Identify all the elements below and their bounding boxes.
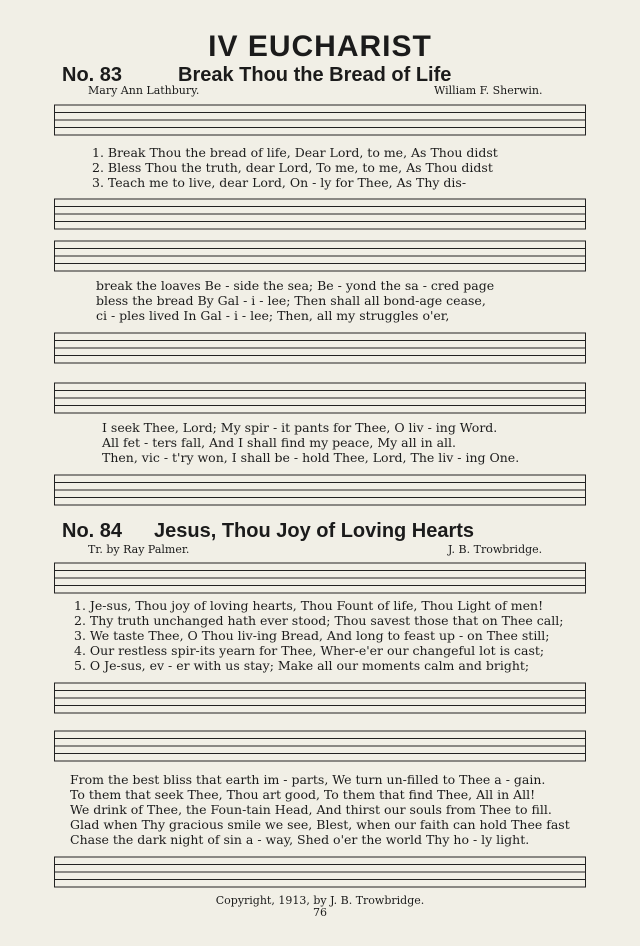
staff-bass-83-2 xyxy=(54,332,586,364)
bass-staff-icon xyxy=(54,682,586,714)
staff-bass-83-1 xyxy=(54,198,586,230)
staff-treble-84-1 xyxy=(54,562,586,594)
staff-bass-84-1 xyxy=(54,682,586,714)
lyric-83-3-v1: I seek Thee, Lord; My spir - it pants for Thee, O liv - ing Word. xyxy=(102,420,498,435)
hymn-84-music-credit: J. B. Trowbridge. xyxy=(448,543,543,556)
lyric-84-2-v2: To them that seek Thee, Thou art good, To them that find Thee, All in All! xyxy=(70,787,536,802)
lyric-83-2-v3: ci - ples lived In Gal - i - lee; Then, all my struggles o'er, xyxy=(96,308,450,323)
bass-staff-icon xyxy=(54,332,586,364)
lyric-84-1-v2: 2. Thy truth unchanged hath ever stood; Thou savest those that on Thee call; xyxy=(74,613,564,628)
lyric-84-2-v1: From the best bliss that earth im - parts, We turn un-filled to Thee a - gain. xyxy=(70,772,546,787)
hymn-84-number: No. 84 xyxy=(62,520,123,542)
staff-treble-83-2 xyxy=(54,240,586,272)
staff-treble-83-3 xyxy=(54,382,586,414)
hymn-83-music-credit: William F. Sherwin. xyxy=(434,84,543,97)
lyric-84-2-v3: We drink of Thee, the Foun-tain Head, And thirst our souls from Thee to fill. xyxy=(70,802,552,817)
treble-staff-icon xyxy=(54,240,586,272)
staff-bass-84-2 xyxy=(54,856,586,888)
lyric-84-2-v5: Chase the dark night of sin a - way, Shed o'er the world Thy ho - ly light. xyxy=(70,832,530,847)
lyric-83-3-v3: Then, vic - t'ry won, I shall be - hold Thee, Lord, The liv - ing One. xyxy=(102,450,520,465)
section-title: IV EUCHARIST xyxy=(208,30,432,63)
lyric-83-1-v3: 3. Teach me to live, dear Lord, On - ly for Thee, As Thy dis- xyxy=(92,175,467,190)
hymn-84-words-credit: Tr. by Ray Palmer. xyxy=(88,543,190,556)
hymn-83-words-credit: Mary Ann Lathbury. xyxy=(88,84,200,97)
copyright-notice: Copyright, 1913, by J. B. Trowbridge. xyxy=(215,894,425,907)
lyric-84-2-v4: Glad when Thy gracious smile we see, Blest, when our faith can hold Thee fast xyxy=(70,817,570,832)
lyric-84-1-v1: 1. Je-sus, Thou joy of loving hearts, Thou Fount of life, Thou Light of men! xyxy=(74,598,544,613)
lyric-83-1-v2: 2. Bless Thou the truth, dear Lord, To me, to me, As Thou didst xyxy=(92,160,493,175)
treble-staff-icon xyxy=(54,730,586,762)
lyric-83-2-v1: break the loaves Be - side the sea; Be - yond the sa - cred page xyxy=(96,278,495,293)
hymn-83-title: Break Thou the Bread of Life xyxy=(178,64,452,86)
lyric-83-1-v1: 1. Break Thou the bread of life, Dear Lord, to me, As Thou didst xyxy=(92,145,498,160)
staff-bass-83-3 xyxy=(54,474,586,506)
treble-staff-icon xyxy=(54,562,586,594)
lyric-83-3-v2: All fet - ters fall, And I shall find my peace, My all in all. xyxy=(102,435,457,450)
staff-treble-83-1 xyxy=(54,104,586,136)
treble-staff-icon xyxy=(54,104,586,136)
bass-staff-icon xyxy=(54,198,586,230)
staff-treble-84-2 xyxy=(54,730,586,762)
page-number: 76 xyxy=(313,906,327,919)
treble-staff-icon xyxy=(54,382,586,414)
lyric-84-1-v3: 3. We taste Thee, O Thou liv-ing Bread, And long to feast up - on Thee still; xyxy=(74,628,550,643)
lyric-84-1-v4: 4. Our restless spir-its yearn for Thee, Wher-e'er our changeful lot is cast; xyxy=(74,643,545,658)
hymn-83-number: No. 83 xyxy=(62,64,123,86)
lyric-84-1-v5: 5. O Je-sus, ev - er with us stay; Make all our moments calm and bright; xyxy=(74,658,530,673)
lyric-83-2-v2: bless the bread By Gal - i - lee; Then shall all bond-age cease, xyxy=(96,293,486,308)
hymn-84-title: Jesus, Thou Joy of Loving Hearts xyxy=(154,520,475,542)
bass-staff-icon xyxy=(54,856,586,888)
bass-staff-icon xyxy=(54,474,586,506)
